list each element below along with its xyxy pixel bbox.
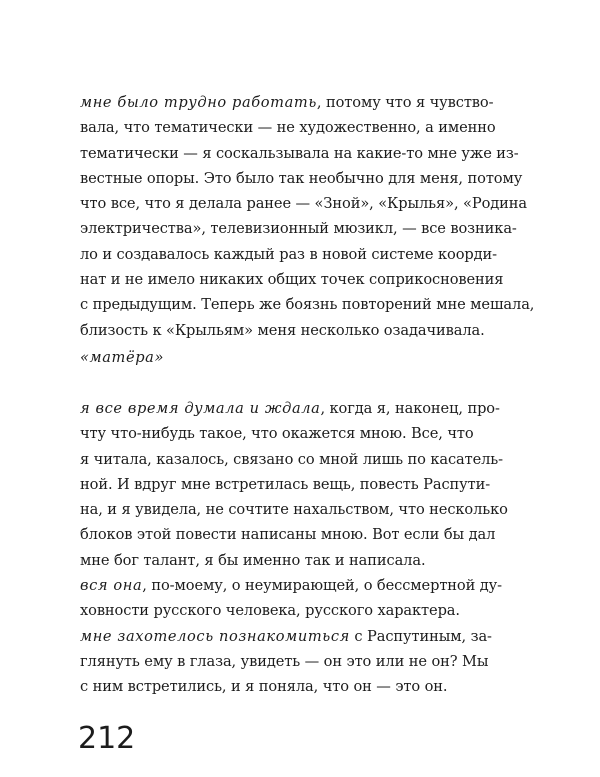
- section-heading-matera: «матёра»: [80, 349, 164, 366]
- italic-lead-phrase: мне захотелось познакомиться: [80, 627, 350, 645]
- text-line: [80, 674, 510, 699]
- line-text: электричества», телевизионный мюзикл, — все возника-: [80, 220, 517, 238]
- text-line: [80, 497, 510, 522]
- text-line: [80, 292, 535, 317]
- line-text: ло и создавалось каждый раз в новой системе коорди-: [80, 245, 497, 263]
- italic-lead-phrase: мне было трудно работать: [80, 94, 317, 111]
- line-text: , когда я, наконец, про-: [320, 400, 500, 417]
- text-line: [80, 421, 510, 446]
- text-line: [80, 447, 510, 472]
- line-text: ховности русского человека, русского характера.: [80, 602, 460, 620]
- text-line: [80, 522, 510, 547]
- text-line: [80, 166, 523, 191]
- line-text: ной. И вдруг мне встретилась вещь, повесть Распути-: [80, 475, 491, 493]
- text-line: [80, 216, 517, 241]
- text-line: [80, 115, 510, 140]
- line-text: , по-моему, о неумирающей, о бессмертной ду-: [142, 577, 502, 595]
- paragraph-mne-bylo-trudno: [80, 90, 535, 343]
- italic-lead-phrase: вся она: [80, 577, 143, 595]
- text-line: [80, 242, 510, 267]
- line-text: мне бог талант, я бы именно так и написала.: [80, 551, 426, 569]
- line-text: блоков этой повести написаны мною. Вот если бы дал: [80, 526, 496, 544]
- line-text: чту что-нибудь такое, что окажется мною. Все, что: [80, 425, 474, 443]
- line-text: вестные опоры. Это было так необычно для меня, потому: [80, 169, 523, 187]
- line-text: я читала, казалось, связано со мной лишь по касатель-: [80, 450, 503, 468]
- text-line: [80, 649, 510, 674]
- line-text: , потому что я чувство-: [316, 94, 494, 111]
- line-text: тематически — я соскальзывала на какие-то мне уже из-: [80, 144, 519, 162]
- text-line: [80, 267, 510, 292]
- line-text: вала, что тематически — не художественно, а именно: [80, 119, 496, 137]
- text-line: [80, 396, 510, 421]
- text-line: [80, 573, 510, 598]
- line-text: на, и я увидела, не сочтите нахальством, что несколько: [80, 501, 508, 519]
- line-text: нат и не имело никаких общих точек соприкосновения: [80, 271, 504, 289]
- line-text: с ним встретились, и я поняла, что он — это он.: [80, 678, 448, 696]
- text-line: [80, 141, 519, 166]
- text-line: [80, 318, 510, 343]
- text-line: [80, 90, 510, 115]
- line-text: близость к «Крыльям» меня несколько озадачивала.: [80, 321, 485, 339]
- line-text: глянуть ему в глаза, увидеть — он это или не он? Мы: [80, 652, 489, 670]
- text-line: [80, 624, 510, 649]
- paragraph-ya-vse-vremya: [80, 396, 510, 700]
- page-number: 212: [78, 721, 136, 756]
- text-line: [80, 472, 510, 497]
- line-text: что все, что я делала ранее — «Зной», «Крылья», «Родина: [80, 195, 528, 213]
- text-line: [80, 548, 510, 573]
- italic-lead-phrase: я все время думала и ждала: [80, 400, 321, 417]
- text-line: [80, 191, 528, 216]
- line-text: с предыдущим. Теперь же боязнь повторений мне мешала,: [80, 296, 535, 314]
- line-text: с Распутиным, за-: [349, 627, 492, 645]
- text-line: [80, 598, 510, 623]
